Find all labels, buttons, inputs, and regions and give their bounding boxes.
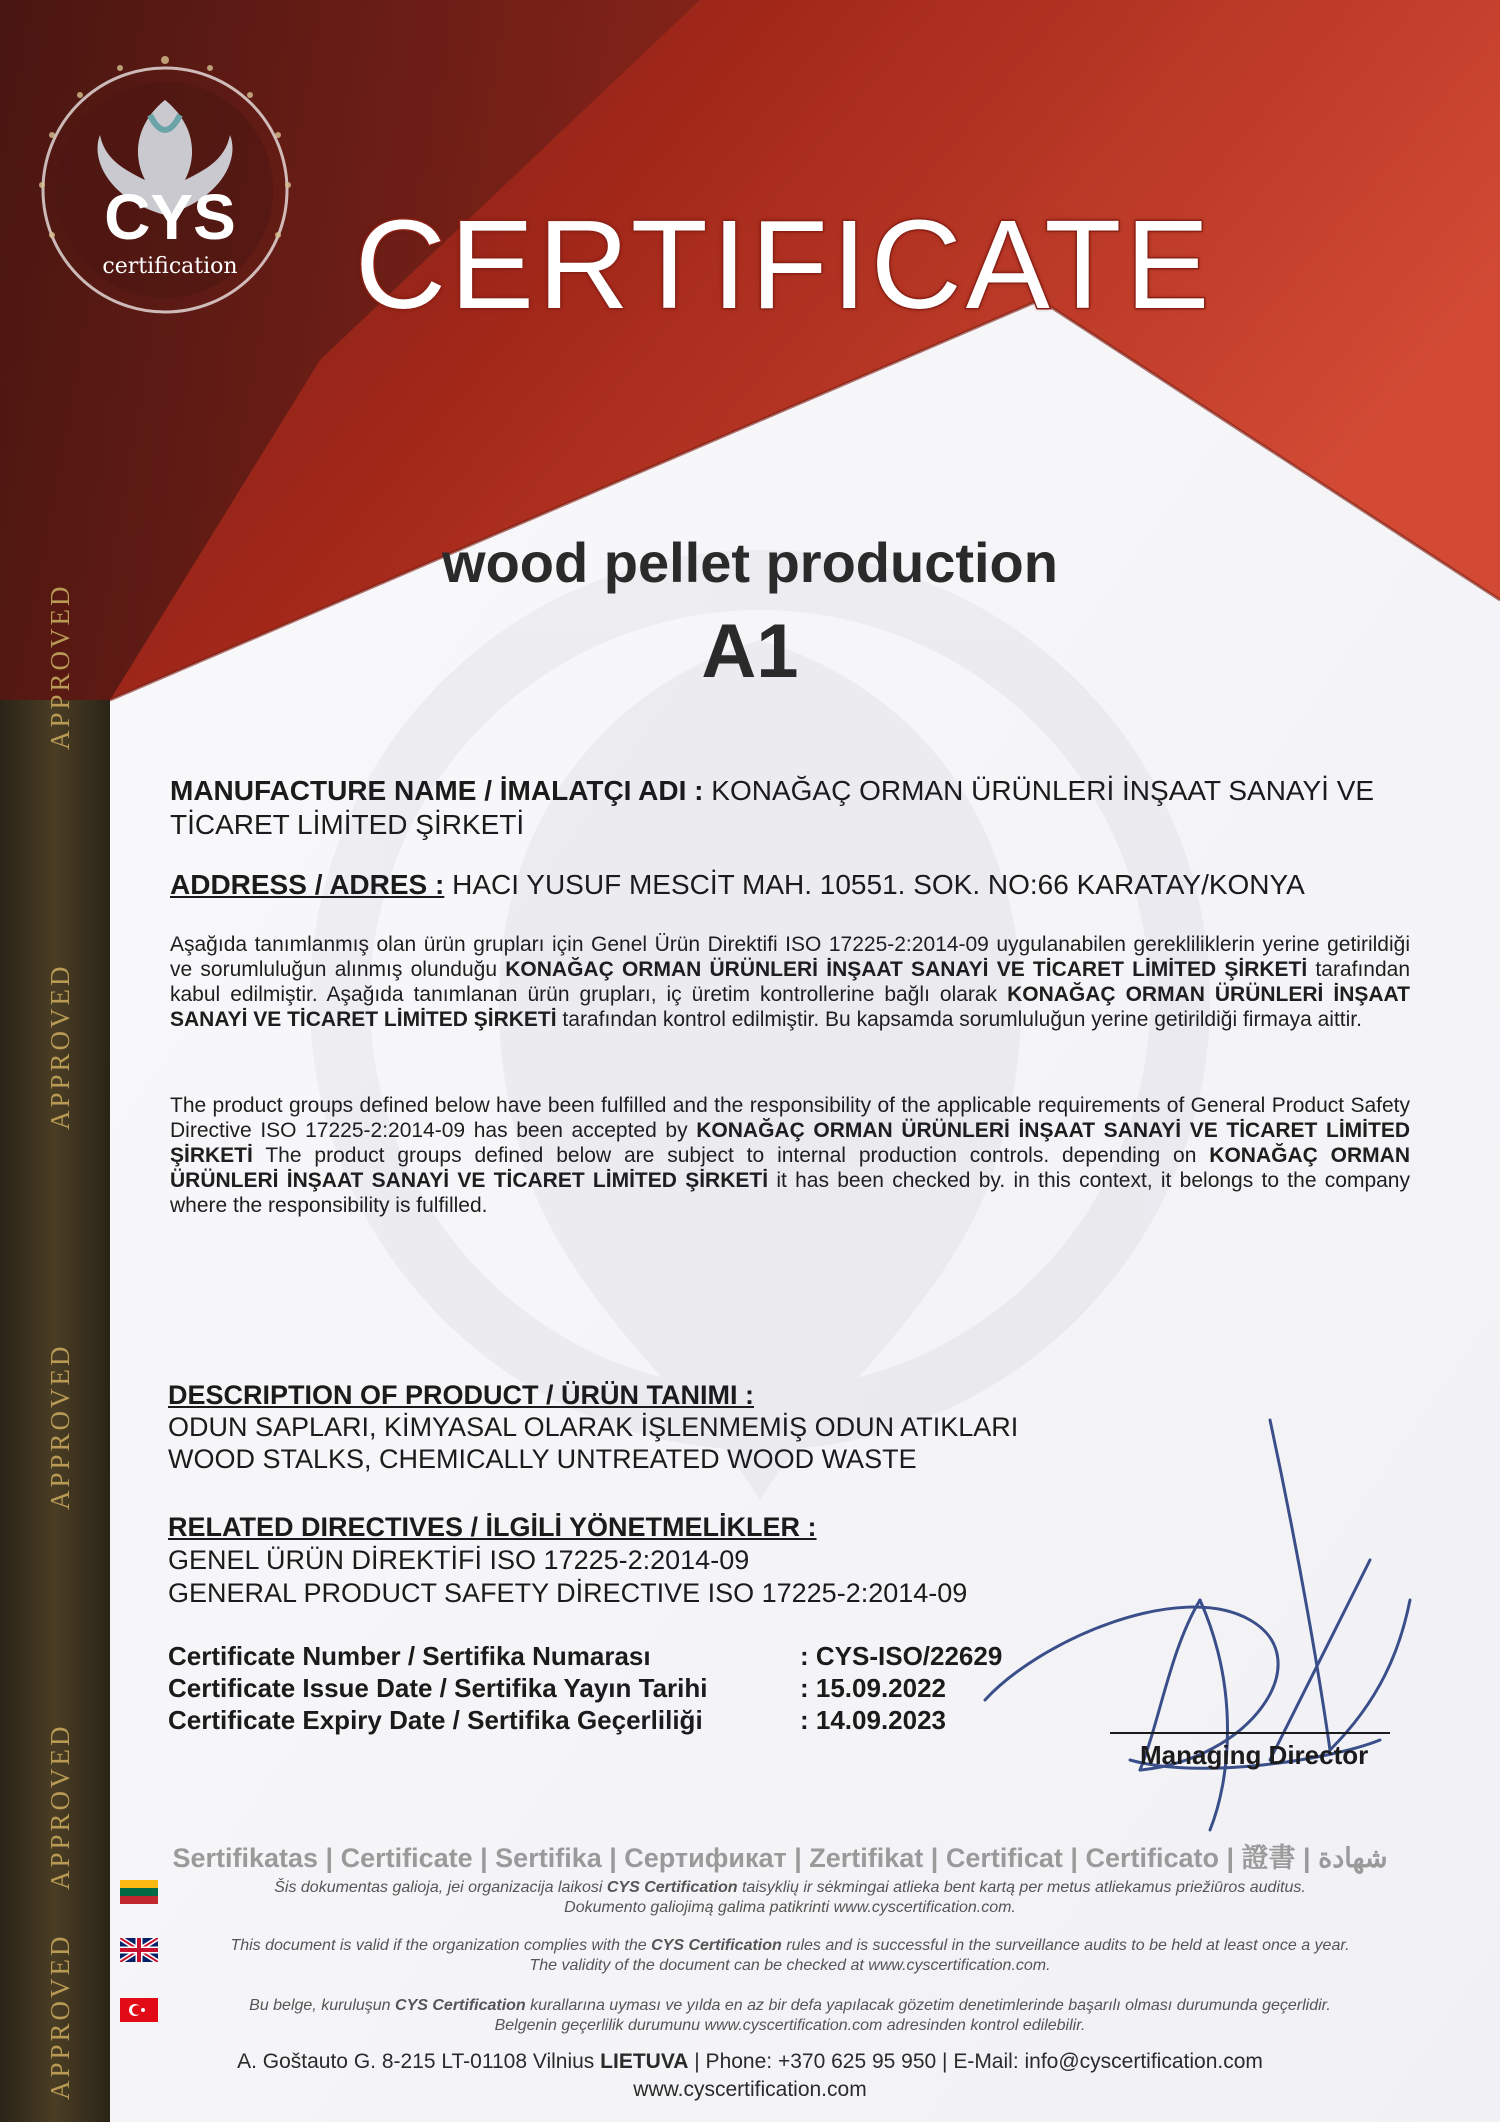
- sidebar-approved-3: APPROVED: [45, 1343, 75, 1510]
- manufacturer-label: MANUFACTURE NAME / İMALATÇI ADI :: [170, 775, 704, 806]
- note-english: This document is valid if the organization complies with the CYS Certification rules and is successful in the surveillance audits to be held at least once a year. The validity of the document can be checked at www.cyscertification.com.: [230, 1937, 1350, 1974]
- certificate-languages: Sertifikatas | Certificate | Sertifika | Сертификат | Zertifikat | Certificat | Certificato | 證書 | شهادة: [172, 1843, 1388, 1873]
- directives-label: RELATED DIRECTIVES / İLGİLİ YÖNETMELİKLER :: [168, 1512, 817, 1542]
- cert-expiry-label: Certificate Expiry Date / Sertifika Geçerliliği: [168, 1705, 703, 1735]
- product-class: A1: [701, 609, 799, 694]
- directive-line-tr: GENEL ÜRÜN DİREKTİFİ ISO 17225-2:2014-09: [168, 1545, 750, 1575]
- english-statement: The product groups defined below have been fulfilled and the responsibility of the applicable requirements of General Product Safety Directive ISO 17225-2:2014-09 has been accepted by KONAĞAÇ ORMAN ÜRÜNLERİ İNŞAAT SANAYİ VE TİCARET LİMİTED ŞİRKETİ The product groups defined below are subject to internal production controls. depending on KONAĞAÇ ORMAN ÜRÜNLERİ İNŞAAT SANAYİ VE TİCARET LİMİTED ŞİRKETİ it has been checked by. in this context, it belongs to the company where the responsibility is fulfilled.: [170, 1094, 1410, 1217]
- cert-issue-label: Certificate Issue Date / Sertifika Yayın Tarihi: [168, 1673, 708, 1703]
- description-line-tr: ODUN SAPLARI, KİMYASAL OLARAK İŞLENMEMİŞ ODUN ATIKLARI: [168, 1412, 1019, 1442]
- note-lithuanian: Šis dokumentas galioja, jei organizacija laikosi CYS Certification taisyklių ir sėkmingai atlieka bent kartą per metus atliekamus priežiūros auditus. Dokumento galiojimą galima patikrinti www.cyscertification.com.: [274, 1879, 1306, 1916]
- uk-flag-icon: [120, 1938, 158, 1962]
- address-label: ADDRESS / ADRES :: [170, 869, 445, 900]
- footer-address: A. Goštauto G. 8-215 LT-01108 Vilnius LIETUVA | Phone: +370 625 95 950 | E-Mail: info@cyscertification.com: [237, 2050, 1263, 2073]
- description-label: DESCRIPTION OF PRODUCT / ÜRÜN TANIMI :: [168, 1380, 754, 1410]
- address-value: HACI YUSUF MESCİT MAH. 10551. SOK. NO:66 KARATAY/KONYA: [452, 869, 1305, 900]
- product-title: wood pellet production: [442, 531, 1058, 594]
- cert-number-value: : CYS-ISO/22629: [800, 1641, 1003, 1671]
- logo-subtext: certification: [102, 254, 238, 279]
- lithuania-flag-icon: [120, 1880, 158, 1904]
- address-field: [170, 868, 1410, 902]
- directive-line-en: GENERAL PRODUCT SAFETY DİRECTIVE ISO 17225-2:2014-09: [168, 1578, 968, 1608]
- turkish-statement: Aşağıda tanımlanmış olan ürün grupları için Genel Ürün Direktifi ISO 17225-2:2014-09 uygulanabilen gerekliliklerin yerine getirildiği ve sorumluluğun alınmış olunduğu KONAĞAÇ ORMAN ÜRÜNLERİ İNŞAAT SANAYİ VE TİCARET LİMİTED ŞİRKETİ tarafından kabul edilmiştir. Aşağıda tanımlanan ürün grupları, iç üretim kontrollerine bağlı olarak KONAĞAÇ ORMAN ÜRÜNLERİ İNŞAAT SANAYİ VE TİCARET LİMİTED ŞİRKETİ tarafından kontrol edilmiştir. Bu kapsamda sorumluluğun yerine getirildiği firmaya aittir.: [170, 933, 1410, 1031]
- cert-number-label: Certificate Number / Sertifika Numarası: [168, 1641, 651, 1671]
- footer-website: www.cyscertification.com: [633, 2078, 867, 2101]
- manufacturer-value: KONAĞAÇ ORMAN ÜRÜNLERİ İNŞAAT SANAYİ VE TİCARET LİMİTED ŞİRKETİ: [170, 775, 1375, 840]
- managing-director-label: Managing Director: [1140, 1740, 1369, 1770]
- description-line-en: WOOD STALKS, CHEMICALLY UNTREATED WOOD WASTE: [168, 1444, 917, 1474]
- cert-expiry-value: : 14.09.2023: [800, 1705, 947, 1735]
- note-turkish: Bu belge, kuruluşun CYS Certification kurallarına uyması ve yılda en az bir defa yapılacak gözetim denetimlerinde başarılı olması durumunda geçerlidir. Belgenin geçerlilik durumunu www.cyscertification.com adresinden kontrol edilebilir.: [249, 1997, 1331, 2034]
- sidebar-approved-2: APPROVED: [45, 963, 75, 1130]
- sidebar-approved-1: APPROVED: [45, 583, 75, 750]
- sidebar-approved-4: APPROVED: [45, 1723, 75, 1890]
- certificate-title: CERTIFICATE: [355, 194, 1214, 335]
- cert-issue-value: : 15.09.2022: [800, 1673, 947, 1703]
- turkey-flag-icon: [120, 1998, 158, 2022]
- sidebar-approved-5: APPROVED: [45, 1933, 75, 2100]
- manufacturer-field: [170, 774, 1410, 842]
- logo-cys-text: CYS: [104, 181, 236, 253]
